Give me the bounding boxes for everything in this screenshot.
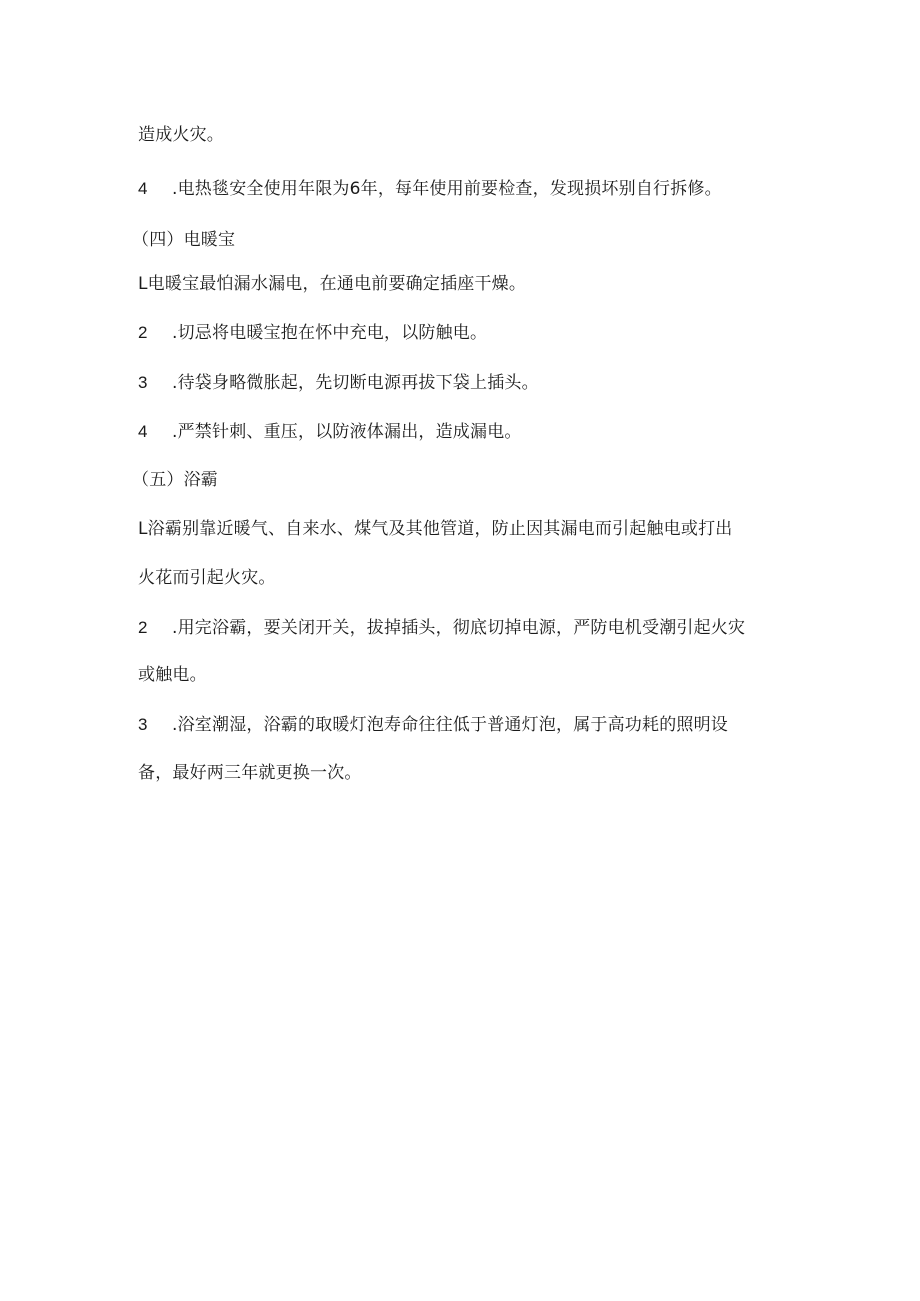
list-item — [138, 322, 487, 344]
item-number: 4 — [138, 422, 148, 441]
list-item — [138, 714, 728, 736]
list-item — [138, 421, 522, 443]
text-line — [138, 762, 362, 784]
list-item — [138, 372, 539, 394]
item-text: L浴霸别靠近暖气、自来水、煤气及其他管道，防止因其漏电而引起触电或打出 — [138, 519, 733, 539]
item-number: 3 — [138, 373, 148, 392]
list-item — [138, 273, 526, 295]
item-text: .浴室潮湿，浴霸的取暖灯泡寿命往往低于普通灯泡，属于高功耗的照明设 — [172, 715, 729, 735]
heading-text: （四）电暖宝 — [132, 230, 236, 250]
item-text: .切忌将电暖宝抱在怀中充电，以防触电。 — [172, 323, 488, 343]
item-number: 3 — [138, 715, 148, 734]
item-text: .严禁针刺、重压，以防液体漏出，造成漏电。 — [172, 422, 522, 442]
text-line — [138, 664, 207, 686]
item-number: 4 — [138, 179, 148, 198]
item-text: L电暖宝最怕漏水漏电，在通电前要确定插座干燥。 — [138, 274, 527, 294]
text-line — [138, 124, 224, 146]
list-item — [138, 178, 722, 200]
section-heading — [132, 469, 218, 491]
list-item — [138, 518, 732, 540]
list-item — [138, 617, 745, 639]
text-line — [138, 567, 276, 589]
line-text: 造成火灾。 — [138, 125, 224, 145]
item-text: .用完浴霸，要关闭开关，拔掉插头，彻底切掉电源，严防电机受潮引起火灾 — [172, 618, 746, 638]
line-text: 或触电。 — [138, 665, 207, 685]
section-heading — [132, 229, 235, 251]
heading-text: （五）浴霸 — [132, 470, 218, 490]
item-number: 2 — [138, 323, 148, 342]
item-number: 2 — [138, 618, 148, 637]
item-text: .电热毯安全使用年限为6年，每年使用前要检查，发现损坏别自行拆修。 — [172, 179, 722, 199]
line-text: 备，最好两三年就更换一次。 — [138, 763, 362, 783]
item-text: .待袋身略微胀起，先切断电源再拔下袋上插头。 — [172, 373, 539, 393]
line-text: 火花而引起火灾。 — [138, 568, 276, 588]
